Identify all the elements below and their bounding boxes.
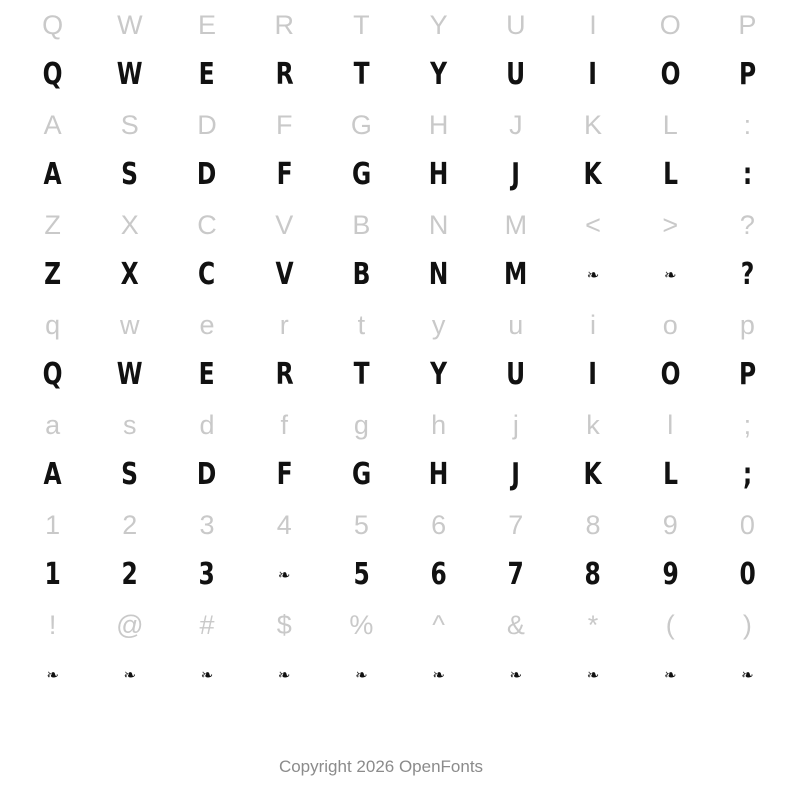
specimen-glyph: ❧ (586, 265, 600, 284)
specimen-glyph: ❧ (277, 565, 291, 584)
reference-glyph: < (585, 209, 601, 240)
specimen-glyph-row (0, 350, 800, 400)
reference-glyph: # (199, 609, 215, 640)
reference-glyph: R (274, 9, 294, 40)
specimen-glyph: 9 (662, 557, 679, 592)
specimen-glyph: T (353, 57, 370, 92)
reference-glyph: w (120, 309, 140, 340)
specimen-glyph: 3 (198, 557, 216, 592)
reference-glyph: O (659, 9, 681, 40)
reference-glyph: u (508, 309, 524, 340)
reference-glyph: A (43, 109, 62, 140)
reference-glyph: ? (739, 209, 755, 240)
specimen-glyph: ❧ (277, 665, 291, 684)
reference-glyph: ( (665, 609, 675, 640)
reference-glyph: 3 (199, 509, 215, 540)
reference-glyph: & (506, 609, 525, 640)
specimen-glyph-row (0, 250, 800, 300)
specimen-glyph: S (121, 457, 139, 492)
reference-glyph: I (589, 9, 597, 40)
specimen-glyph: L (662, 457, 678, 492)
specimen-glyph: H (428, 157, 449, 192)
specimen-glyph: : (742, 157, 753, 192)
reference-glyph: 7 (508, 509, 524, 540)
reference-glyph-row (0, 100, 800, 150)
reference-glyph: 4 (276, 509, 292, 540)
reference-glyph: ; (743, 409, 752, 440)
specimen-glyph: E (199, 357, 215, 392)
specimen-glyph: ❧ (663, 665, 677, 684)
specimen-glyph: C (198, 257, 216, 292)
reference-glyph: F (275, 109, 293, 140)
reference-glyph: @ (116, 609, 144, 640)
reference-glyph: q (45, 309, 61, 340)
copyright-notice: Copyright 2026 OpenFonts (278, 757, 484, 776)
specimen-glyph: N (428, 257, 449, 292)
reference-glyph: o (662, 309, 678, 340)
specimen-glyph: D (197, 457, 217, 492)
reference-glyph: C (197, 209, 217, 240)
specimen-glyph-row (0, 450, 800, 500)
specimen-glyph: I (588, 357, 598, 392)
reference-glyph: l (667, 409, 674, 440)
specimen-glyph: 2 (121, 557, 138, 592)
reference-glyph: G (350, 109, 372, 140)
specimen-glyph: G (351, 157, 372, 192)
reference-glyph: d (199, 409, 215, 440)
specimen-glyph: J (511, 457, 521, 492)
reference-glyph: * (587, 609, 599, 640)
reference-glyph: B (352, 209, 371, 240)
specimen-glyph: D (197, 157, 217, 192)
specimen-glyph: ❧ (663, 265, 677, 284)
specimen-glyph: A (43, 457, 62, 492)
specimen-glyph-row (0, 50, 800, 100)
reference-glyph: 8 (585, 509, 601, 540)
specimen-glyph: J (511, 157, 521, 192)
specimen-glyph: X (120, 257, 139, 292)
specimen-glyph: L (662, 157, 678, 192)
reference-glyph: D (197, 109, 217, 140)
reference-glyph-row (0, 0, 800, 50)
reference-glyph: j (512, 409, 519, 440)
specimen-glyph: 6 (430, 557, 447, 592)
specimen-glyph: M (504, 257, 528, 292)
reference-glyph: s (123, 409, 137, 440)
specimen-glyph: ? (740, 257, 755, 292)
specimen-glyph: ❧ (355, 665, 368, 684)
reference-glyph: $ (276, 609, 292, 640)
specimen-glyph: I (588, 57, 598, 92)
reference-glyph: W (117, 9, 143, 40)
specimen-glyph: P (738, 57, 757, 92)
reference-glyph: S (120, 109, 139, 140)
reference-glyph: i (590, 309, 597, 340)
reference-glyph: M (504, 209, 528, 240)
specimen-glyph: ❧ (741, 665, 754, 684)
reference-glyph: ^ (432, 609, 445, 640)
specimen-glyph: ❧ (200, 665, 214, 684)
specimen-glyph: 8 (584, 557, 602, 592)
reference-glyph: E (198, 9, 217, 40)
reference-glyph: J (509, 109, 523, 140)
specimen-glyph: Y (430, 57, 448, 92)
reference-glyph: U (506, 9, 526, 40)
specimen-glyph: P (738, 357, 757, 392)
reference-glyph: Z (44, 209, 61, 240)
reference-glyph: g (353, 409, 369, 440)
reference-glyph: L (662, 109, 678, 140)
reference-glyph: p (739, 309, 755, 340)
specimen-glyph: S (121, 157, 139, 192)
specimen-glyph: T (353, 357, 370, 392)
reference-glyph: T (353, 9, 370, 40)
reference-glyph: ! (48, 609, 57, 640)
specimen-glyph-row (0, 150, 800, 200)
reference-glyph: h (431, 409, 447, 440)
specimen-glyph: W (116, 357, 143, 392)
specimen-glyph: 5 (353, 557, 370, 592)
reference-glyph-row (0, 500, 800, 550)
reference-glyph-row (0, 600, 800, 650)
specimen-glyph: K (583, 457, 603, 492)
reference-glyph: 0 (739, 509, 755, 540)
reference-glyph: a (45, 409, 61, 440)
reference-glyph: 5 (353, 509, 369, 540)
specimen-glyph: Y (430, 357, 448, 392)
reference-glyph: X (120, 209, 139, 240)
specimen-glyph: ❧ (46, 665, 59, 684)
specimen-glyph: R (275, 57, 294, 92)
reference-glyph: V (275, 209, 294, 240)
specimen-glyph: 7 (507, 557, 524, 592)
reference-glyph: Q (42, 9, 64, 40)
specimen-glyph: R (275, 357, 294, 392)
specimen-glyph: ❧ (432, 665, 445, 684)
specimen-glyph: ❧ (123, 665, 137, 684)
reference-glyph: ) (742, 609, 752, 640)
reference-glyph: N (428, 209, 449, 240)
specimen-glyph: ; (742, 457, 753, 492)
reference-glyph: P (738, 9, 757, 40)
reference-glyph-row (0, 400, 800, 450)
specimen-glyph: E (199, 57, 215, 92)
specimen-glyph: O (660, 57, 681, 92)
reference-glyph-row (0, 300, 800, 350)
reference-glyph: 9 (662, 509, 678, 540)
reference-glyph: 6 (431, 509, 447, 540)
reference-glyph: f (280, 409, 288, 440)
specimen-glyph: U (506, 357, 526, 392)
reference-glyph: r (279, 309, 289, 340)
specimen-glyph-row (0, 650, 800, 700)
reference-glyph: 1 (45, 509, 61, 540)
specimen-glyph: ❧ (586, 665, 600, 684)
specimen-glyph: F (276, 457, 293, 492)
specimen-glyph-row (0, 550, 800, 600)
reference-glyph: % (349, 609, 374, 640)
reference-glyph: 2 (122, 509, 138, 540)
specimen-glyph: 1 (44, 557, 61, 592)
reference-glyph: : (743, 109, 752, 140)
specimen-glyph: U (506, 57, 526, 92)
specimen-glyph: G (351, 457, 372, 492)
specimen-glyph: Q (42, 57, 63, 92)
specimen-glyph: B (352, 257, 371, 292)
reference-glyph-row (0, 200, 800, 250)
reference-glyph: Y (429, 9, 448, 40)
specimen-glyph: F (276, 157, 293, 192)
reference-glyph: y (431, 309, 446, 340)
specimen-glyph: H (428, 457, 449, 492)
reference-glyph: > (662, 209, 679, 240)
specimen-glyph: O (660, 357, 681, 392)
specimen-glyph: V (275, 257, 294, 292)
reference-glyph: k (586, 409, 600, 440)
specimen-glyph: Z (44, 257, 62, 292)
reference-glyph: t (357, 309, 366, 340)
specimen-glyph: A (43, 157, 62, 192)
specimen-glyph: 0 (739, 557, 756, 592)
specimen-glyph: W (116, 57, 143, 92)
reference-glyph: K (584, 109, 603, 140)
reference-glyph: e (199, 309, 215, 340)
specimen-glyph: Q (42, 357, 63, 392)
specimen-glyph: ❧ (509, 665, 523, 684)
specimen-glyph: K (583, 157, 603, 192)
reference-glyph: H (428, 109, 449, 140)
